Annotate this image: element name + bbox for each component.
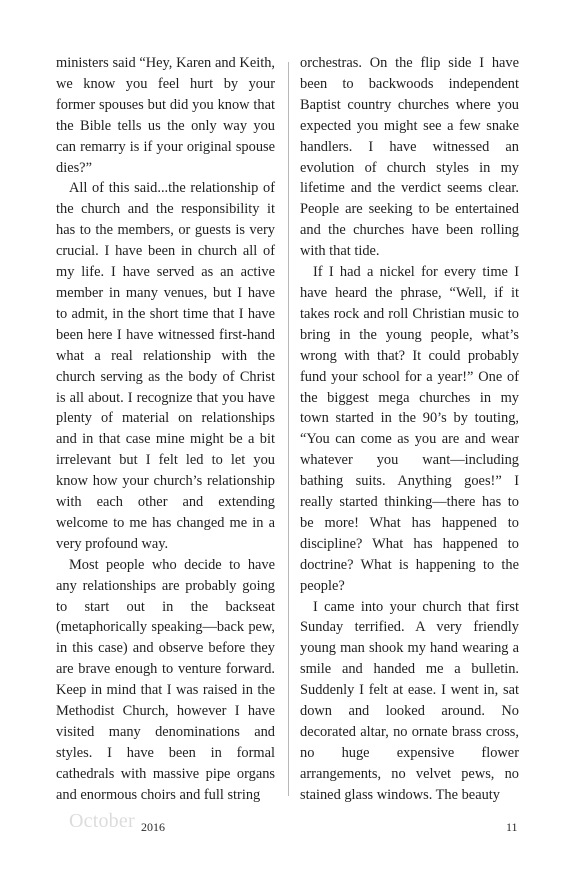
paragraph: All of this said...the relationship of the church and the responsibility it has to the members, or guests is very crucial. I have been in church all of my life. I have served as an active member in many venues, but I have to admit, in the short time that I have been here I have witnessed first-hand what a real relationship with the church serving as the body of Christ is all about. I recognize that you have plenty of material on relationships and in that case mine might be a bit irrelevant but I felt led to let you know how your church’s relationship with each other and extending welcome to me has changed me in a very profound way. bbox=[56, 180, 275, 552]
right-text-column bbox=[300, 53, 519, 806]
paragraph: ministers said “Hey, Karen and Keith, we know you feel hurt by your former spouses but did you know that the Bible tells us the only way you can remarry is if your original spouse dies?” bbox=[56, 55, 275, 176]
footer-year: 2016 bbox=[141, 820, 165, 834]
page-number: 11 bbox=[506, 820, 518, 834]
paragraph: Most people who decide to have any relationships are probably going to start out in the backseat (metaphorically speaking—back pew, in this case) and observe before they are brave enough to venture forward. Keep in mind that I was raised in the Methodist Church, however I have visited many denominations and styles. I have been in formal cathedrals with massive pipe organs and enormous choirs and full string bbox=[56, 556, 275, 803]
paragraph: orchestras. On the flip side I have been to backwoods independent Baptist country churches where you expected you might see a few snake handlers. I have witnessed an evolution of church styles in my lifetime and the verdict seems clear. People are seeking to be entertained and the churches have been rolling with that tide. bbox=[300, 55, 519, 260]
left-text-column bbox=[56, 53, 275, 806]
column-divider bbox=[288, 62, 289, 796]
footer-month: October bbox=[69, 810, 135, 832]
paragraph: I came into your church that first Sunday terrified. A very friendly young man shook my hand wearing a smile and handed me a bulletin. Suddenly I felt at ease. I went in, sat down and looked around. No decorated altar, no ornate brass cross, no huge expensive flower arrangements, no velvet pews, no stained glass windows. The beauty bbox=[300, 598, 519, 803]
paragraph: If I had a nickel for every time I have heard the phrase, “Well, if it takes rock and roll Christian music to bring in the young people, what’s wrong with that? It could probably fund your school for a year!” One of the biggest mega churches in my town started in the 90’s by touting, “You can come as you are and wear whatever you want—including bathing suits. Anything goes!” I really started thinking—there has to be more! What has happened to discipline? What has happened to doctrine? What is happening to the people? bbox=[300, 264, 519, 594]
